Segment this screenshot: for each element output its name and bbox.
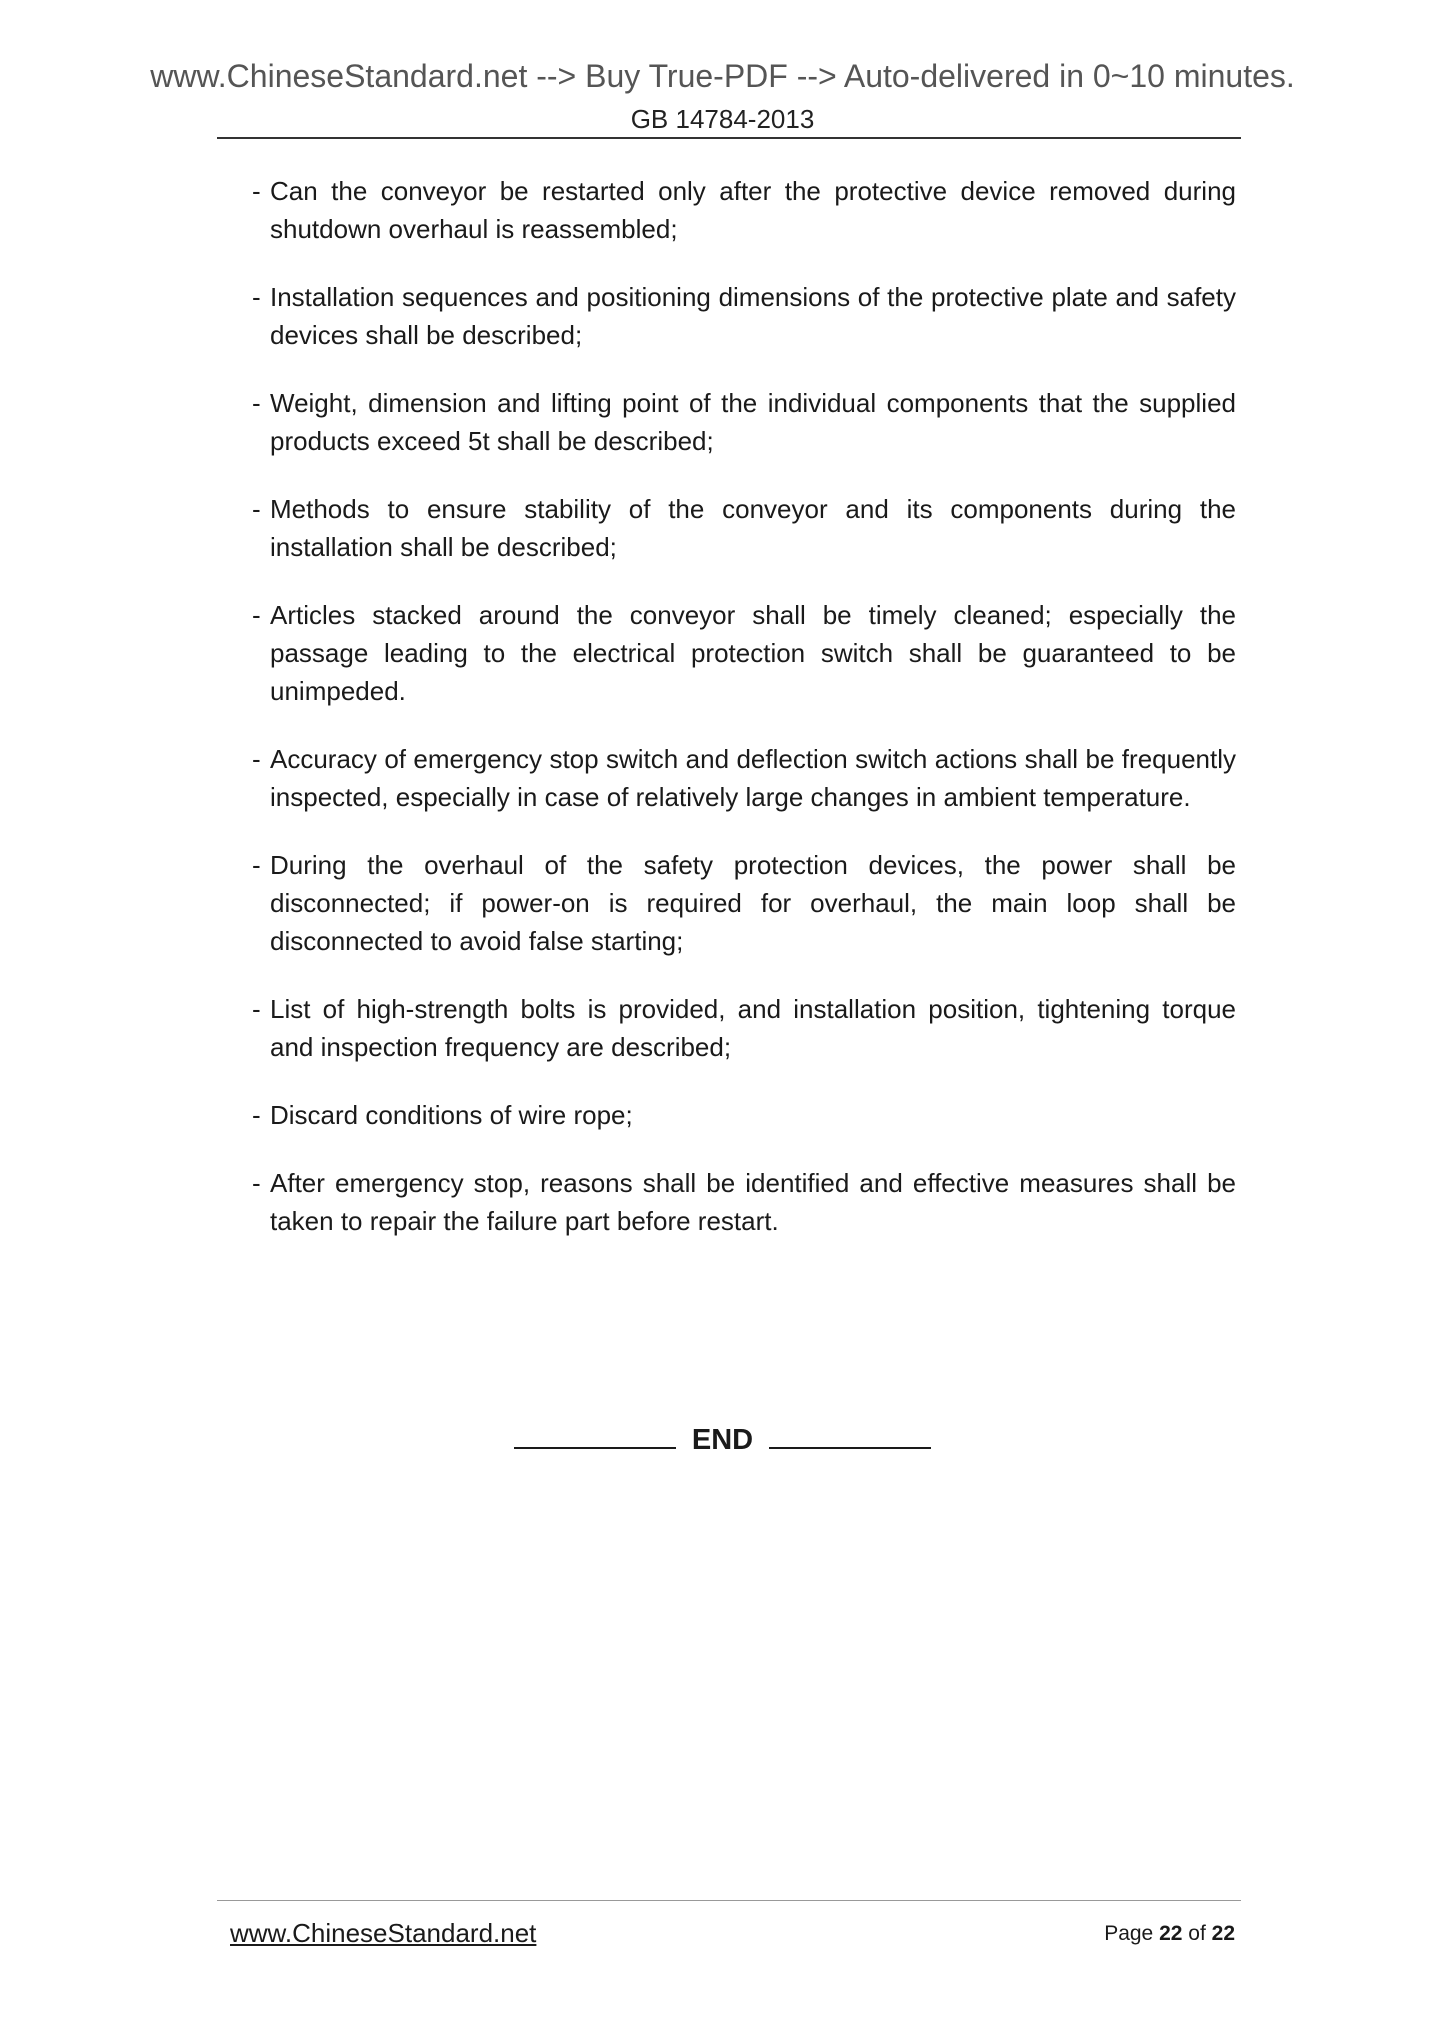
list-item	[252, 740, 1236, 816]
bullet-dash: -	[252, 1100, 261, 1130]
page-prefix: Page	[1104, 1922, 1154, 1945]
list-item	[252, 278, 1236, 354]
list-item-text: Weight, dimension and lifting point of the individual components that the supplied products exceed 5t shall be described;	[270, 388, 1236, 456]
page-total: 22	[1211, 1922, 1235, 1945]
bullet-dash: -	[252, 850, 261, 880]
list-item-text: Methods to ensure stability of the conveyor and its components during the installation shall be described;	[270, 494, 1236, 562]
bullet-dash: -	[252, 1168, 261, 1198]
bullet-dash: -	[252, 994, 261, 1024]
footer-divider	[217, 1900, 1241, 1901]
bullet-dash: -	[252, 282, 261, 312]
list-item	[252, 846, 1236, 960]
footer-website-link[interactable]: www.ChineseStandard.net	[230, 1918, 537, 1948]
list-item-text: During the overhaul of the safety protection devices, the power shall be disconnected; if power-on is required for overhaul, the main loop shall be disconnected to avoid false starting;	[270, 850, 1236, 956]
list-item-text: Can the conveyor be restarted only after the protective device removed during shutdown overhaul is reassembled;	[270, 176, 1236, 244]
page-current: 22	[1159, 1922, 1183, 1945]
list-item	[252, 1096, 1236, 1134]
list-item	[252, 1164, 1236, 1240]
standard-code: GB 14784-2013	[630, 104, 815, 134]
list-item-text: Installation sequences and positioning dimensions of the protective plate and safety devices shall be described;	[270, 282, 1236, 350]
list-item-text: List of high-strength bolts is provided, and installation position, tightening torque and inspection frequency are described;	[270, 994, 1236, 1062]
end-label: END	[691, 1424, 754, 1456]
end-marker	[0, 1424, 1445, 1457]
page-number	[1104, 1922, 1235, 1946]
bullet-dash: -	[252, 744, 261, 774]
list-item	[252, 990, 1236, 1066]
list-item-text: Articles stacked around the conveyor shall be timely cleaned; especially the passage leading to the electrical protection switch shall be guaranteed to be unimpeded.	[270, 600, 1236, 706]
header-banner: www.ChineseStandard.net --> Buy True-PDF --> Auto-delivered in 0~10 minutes.	[150, 58, 1295, 94]
list-item-text: Discard conditions of wire rope;	[270, 1100, 633, 1130]
list-item	[252, 490, 1236, 566]
list-item-text: After emergency stop, reasons shall be identified and effective measures shall be taken to repair the failure part before restart.	[270, 1168, 1236, 1236]
page-of: of	[1188, 1922, 1206, 1945]
bullet-dash: -	[252, 600, 261, 630]
bullet-dash: -	[252, 494, 261, 524]
list-item	[252, 384, 1236, 460]
end-rule-right	[769, 1427, 931, 1449]
bullet-dash: -	[252, 388, 261, 418]
list-item	[252, 596, 1236, 710]
list-item	[252, 172, 1236, 248]
bullet-dash: -	[252, 176, 261, 206]
end-rule-left	[514, 1427, 676, 1449]
requirements-list	[252, 172, 1236, 1270]
header-divider	[217, 137, 1241, 139]
list-item-text: Accuracy of emergency stop switch and deflection switch actions shall be frequently inspected, especially in case of relatively large changes in ambient temperature.	[270, 744, 1236, 812]
